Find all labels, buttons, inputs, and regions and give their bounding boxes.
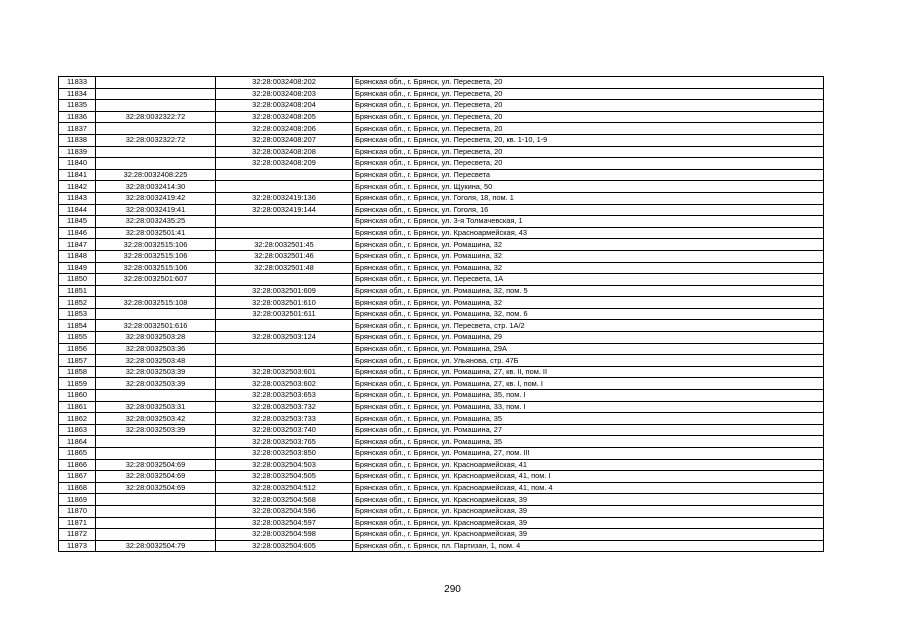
parent-cadastral-number-cell: 32:28:0032503:39 xyxy=(96,366,216,378)
cadastral-number-cell: 32:28:0032504:568 xyxy=(216,494,353,506)
table-row xyxy=(59,204,824,216)
cadastral-number-cell: 32:28:0032504:505 xyxy=(216,471,353,483)
address-cell: Брянская обл., г. Брянск, ул. Пересвета, 20 xyxy=(353,77,824,89)
parent-cadastral-number-cell: 32:28:0032408:225 xyxy=(96,169,216,181)
row-number-cell: 11835 xyxy=(59,100,96,112)
address-cell: Брянская обл., г. Брянск, ул. Пересвета, 20 xyxy=(353,158,824,170)
cadastral-table xyxy=(58,76,824,552)
cadastral-number-cell: 32:28:0032503:732 xyxy=(216,401,353,413)
table-row xyxy=(59,517,824,529)
table-row xyxy=(59,413,824,425)
row-number-cell: 11854 xyxy=(59,320,96,332)
address-cell: Брянская обл., г. Брянск, ул. Гоголя, 18, пом. 1 xyxy=(353,192,824,204)
table-row xyxy=(59,401,824,413)
address-cell: Брянская обл., г. Брянск, ул. Красноармейская, 41 xyxy=(353,459,824,471)
row-number-cell: 11839 xyxy=(59,146,96,158)
table-row xyxy=(59,436,824,448)
table-row xyxy=(59,250,824,262)
row-number-cell: 11847 xyxy=(59,239,96,251)
parent-cadastral-number-cell xyxy=(96,123,216,135)
parent-cadastral-number-cell: 32:28:0032419:42 xyxy=(96,192,216,204)
table-row xyxy=(59,216,824,228)
address-cell: Брянская обл., г. Брянск, ул. Ромашина, 32, пом. 5 xyxy=(353,285,824,297)
parent-cadastral-number-cell: 32:28:0032503:36 xyxy=(96,343,216,355)
table-row xyxy=(59,262,824,274)
cadastral-number-cell xyxy=(216,274,353,286)
row-number-cell: 11850 xyxy=(59,274,96,286)
address-cell: Брянская обл., г. Брянск, ул. Ромашина, 32 xyxy=(353,239,824,251)
row-number-cell: 11866 xyxy=(59,459,96,471)
address-cell: Брянская обл., г. Брянск, ул. Ромашина, 27 xyxy=(353,424,824,436)
parent-cadastral-number-cell: 32:28:0032501:616 xyxy=(96,320,216,332)
parent-cadastral-number-cell xyxy=(96,308,216,320)
address-cell: Брянская обл., г. Брянск, ул. Ромашина, 27, кв. I, пом. I xyxy=(353,378,824,390)
cadastral-number-cell: 32:28:0032503:601 xyxy=(216,366,353,378)
parent-cadastral-number-cell xyxy=(96,158,216,170)
address-cell: Брянская обл., г. Брянск, ул. Красноармейская, 43 xyxy=(353,227,824,239)
parent-cadastral-number-cell xyxy=(96,505,216,517)
table-row xyxy=(59,366,824,378)
row-number-cell: 11858 xyxy=(59,366,96,378)
table-row xyxy=(59,424,824,436)
table-row xyxy=(59,181,824,193)
row-number-cell: 11862 xyxy=(59,413,96,425)
cadastral-number-cell xyxy=(216,355,353,367)
cadastral-number-cell: 32:28:0032408:205 xyxy=(216,111,353,123)
address-cell: Брянская обл., г. Брянск, ул. Красноармейская, 39 xyxy=(353,517,824,529)
row-number-cell: 11837 xyxy=(59,123,96,135)
cadastral-number-cell: 32:28:0032408:207 xyxy=(216,134,353,146)
table-row xyxy=(59,482,824,494)
table-row xyxy=(59,505,824,517)
row-number-cell: 11852 xyxy=(59,297,96,309)
parent-cadastral-number-cell: 32:28:0032503:39 xyxy=(96,424,216,436)
address-cell: Брянская обл., г. Брянск, ул. Ромашина, 33, пом. I xyxy=(353,401,824,413)
cadastral-table-body xyxy=(59,77,824,552)
cadastral-number-cell: 32:28:0032504:598 xyxy=(216,529,353,541)
table-row xyxy=(59,355,824,367)
parent-cadastral-number-cell: 32:28:0032515:106 xyxy=(96,239,216,251)
row-number-cell: 11853 xyxy=(59,308,96,320)
cadastral-number-cell: 32:28:0032408:204 xyxy=(216,100,353,112)
cadastral-number-cell xyxy=(216,320,353,332)
cadastral-number-cell: 32:28:0032408:206 xyxy=(216,123,353,135)
cadastral-number-cell xyxy=(216,227,353,239)
cadastral-number-cell: 32:28:0032503:740 xyxy=(216,424,353,436)
cadastral-number-cell: 32:28:0032504:512 xyxy=(216,482,353,494)
row-number-cell: 11833 xyxy=(59,77,96,89)
table-row xyxy=(59,77,824,89)
cadastral-number-cell: 32:28:0032501:46 xyxy=(216,250,353,262)
cadastral-number-cell xyxy=(216,181,353,193)
parent-cadastral-number-cell xyxy=(96,390,216,402)
table-row xyxy=(59,494,824,506)
row-number-cell: 11869 xyxy=(59,494,96,506)
row-number-cell: 11841 xyxy=(59,169,96,181)
address-cell: Брянская обл., г. Брянск, ул. Пересвета, 20 xyxy=(353,100,824,112)
cadastral-number-cell xyxy=(216,169,353,181)
cadastral-number-cell: 32:28:0032408:202 xyxy=(216,77,353,89)
parent-cadastral-number-cell: 32:28:0032322:72 xyxy=(96,134,216,146)
parent-cadastral-number-cell xyxy=(96,517,216,529)
parent-cadastral-number-cell: 32:28:0032515:106 xyxy=(96,250,216,262)
address-cell: Брянская обл., г. Брянск, ул. Ромашина, 27, пом. III xyxy=(353,448,824,460)
cadastral-number-cell: 32:28:0032501:45 xyxy=(216,239,353,251)
cadastral-number-cell: 32:28:0032501:611 xyxy=(216,308,353,320)
row-number-cell: 11863 xyxy=(59,424,96,436)
parent-cadastral-number-cell: 32:28:0032504:69 xyxy=(96,482,216,494)
address-cell: Брянская обл., г. Брянск, ул. Гоголя, 16 xyxy=(353,204,824,216)
parent-cadastral-number-cell: 32:28:0032503:31 xyxy=(96,401,216,413)
parent-cadastral-number-cell xyxy=(96,436,216,448)
table-row xyxy=(59,459,824,471)
address-cell: Брянская обл., г. Брянск, ул. Ульянова, стр. 47Б xyxy=(353,355,824,367)
parent-cadastral-number-cell: 32:28:0032419:41 xyxy=(96,204,216,216)
address-cell: Брянская обл., г. Брянск, ул. Ромашина, 29 xyxy=(353,332,824,344)
row-number-cell: 11867 xyxy=(59,471,96,483)
table-row xyxy=(59,123,824,135)
address-cell: Брянская обл., г. Брянск, ул. 3-я Толмачевская, 1 xyxy=(353,216,824,228)
address-cell: Брянская обл., г. Брянск, ул. Пересвета, 20, кв. 1-10, 1-9 xyxy=(353,134,824,146)
table-row xyxy=(59,390,824,402)
row-number-cell: 11868 xyxy=(59,482,96,494)
table-row xyxy=(59,169,824,181)
table-row xyxy=(59,378,824,390)
row-number-cell: 11842 xyxy=(59,181,96,193)
address-cell: Брянская обл., г. Брянск, ул. Пересвета, 20 xyxy=(353,111,824,123)
address-cell: Брянская обл., г. Брянск, ул. Ромашина, 35, пом. I xyxy=(353,390,824,402)
cadastral-number-cell: 32:28:0032501:610 xyxy=(216,297,353,309)
address-cell: Брянская обл., г. Брянск, ул. Пересвета xyxy=(353,169,824,181)
table-row xyxy=(59,274,824,286)
address-cell: Брянская обл., г. Брянск, ул. Пересвета, 20 xyxy=(353,123,824,135)
address-cell: Брянская обл., г. Брянск, ул. Ромашина, 29А xyxy=(353,343,824,355)
parent-cadastral-number-cell: 32:28:0032503:42 xyxy=(96,413,216,425)
cadastral-number-cell: 32:28:0032419:136 xyxy=(216,192,353,204)
table-row xyxy=(59,192,824,204)
address-cell: Брянская обл., г. Брянск, ул. Пересвета, 20 xyxy=(353,88,824,100)
parent-cadastral-number-cell: 32:28:0032504:69 xyxy=(96,459,216,471)
row-number-cell: 11873 xyxy=(59,540,96,552)
table-row xyxy=(59,285,824,297)
parent-cadastral-number-cell xyxy=(96,88,216,100)
row-number-cell: 11855 xyxy=(59,332,96,344)
cadastral-number-cell: 32:28:0032504:596 xyxy=(216,505,353,517)
address-cell: Брянская обл., г. Брянск, ул. Красноармейская, 39 xyxy=(353,505,824,517)
page-number: 290 xyxy=(444,584,461,595)
address-cell: Брянская обл., г. Брянск, ул. Ромашина, 32 xyxy=(353,262,824,274)
address-cell: Брянская обл., г. Брянск, ул. Красноармейская, 39 xyxy=(353,529,824,541)
parent-cadastral-number-cell xyxy=(96,448,216,460)
row-number-cell: 11844 xyxy=(59,204,96,216)
cadastral-number-cell: 32:28:0032419:144 xyxy=(216,204,353,216)
row-number-cell: 11856 xyxy=(59,343,96,355)
parent-cadastral-number-cell xyxy=(96,146,216,158)
table-row xyxy=(59,332,824,344)
row-number-cell: 11848 xyxy=(59,250,96,262)
table-row xyxy=(59,111,824,123)
table-row xyxy=(59,308,824,320)
address-cell: Брянская обл., г. Брянск, ул. Пересвета, 20 xyxy=(353,146,824,158)
table-row xyxy=(59,448,824,460)
table-row xyxy=(59,471,824,483)
table-row xyxy=(59,134,824,146)
row-number-cell: 11859 xyxy=(59,378,96,390)
parent-cadastral-number-cell xyxy=(96,100,216,112)
row-number-cell: 11845 xyxy=(59,216,96,228)
address-cell: Брянская обл., г. Брянск, ул. Ромашина, 32, пом. 6 xyxy=(353,308,824,320)
row-number-cell: 11840 xyxy=(59,158,96,170)
address-cell: Брянская обл., г. Брянск, пл. Партизан, 1, пом. 4 xyxy=(353,540,824,552)
address-cell: Брянская обл., г. Брянск, ул. Красноармейская, 41, пом. I xyxy=(353,471,824,483)
parent-cadastral-number-cell: 32:28:0032501:41 xyxy=(96,227,216,239)
cadastral-number-cell: 32:28:0032504:597 xyxy=(216,517,353,529)
row-number-cell: 11864 xyxy=(59,436,96,448)
address-cell: Брянская обл., г. Брянск, ул. Пересвета, 1А xyxy=(353,274,824,286)
parent-cadastral-number-cell: 32:28:0032515:108 xyxy=(96,297,216,309)
table-row xyxy=(59,227,824,239)
table-row xyxy=(59,540,824,552)
parent-cadastral-number-cell: 32:28:0032504:79 xyxy=(96,540,216,552)
row-number-cell: 11836 xyxy=(59,111,96,123)
parent-cadastral-number-cell xyxy=(96,77,216,89)
row-number-cell: 11834 xyxy=(59,88,96,100)
row-number-cell: 11870 xyxy=(59,505,96,517)
table-row xyxy=(59,343,824,355)
table-row xyxy=(59,146,824,158)
cadastral-number-cell: 32:28:0032503:653 xyxy=(216,390,353,402)
cadastral-number-cell xyxy=(216,216,353,228)
row-number-cell: 11860 xyxy=(59,390,96,402)
parent-cadastral-number-cell: 32:28:0032414:30 xyxy=(96,181,216,193)
row-number-cell: 11871 xyxy=(59,517,96,529)
table-row xyxy=(59,320,824,332)
row-number-cell: 11851 xyxy=(59,285,96,297)
parent-cadastral-number-cell xyxy=(96,494,216,506)
table-row xyxy=(59,529,824,541)
address-cell: Брянская обл., г. Брянск, ул. Ромашина, 27, кв. II, пом. II xyxy=(353,366,824,378)
cadastral-number-cell: 32:28:0032408:208 xyxy=(216,146,353,158)
cadastral-number-cell: 32:28:0032503:124 xyxy=(216,332,353,344)
table-row xyxy=(59,239,824,251)
row-number-cell: 11861 xyxy=(59,401,96,413)
parent-cadastral-number-cell xyxy=(96,529,216,541)
cadastral-number-cell: 32:28:0032501:48 xyxy=(216,262,353,274)
address-cell: Брянская обл., г. Брянск, ул. Ромашина, 32 xyxy=(353,250,824,262)
cadastral-number-cell: 32:28:0032504:503 xyxy=(216,459,353,471)
row-number-cell: 11849 xyxy=(59,262,96,274)
address-cell: Брянская обл., г. Брянск, ул. Пересвета, стр. 1А/2 xyxy=(353,320,824,332)
parent-cadastral-number-cell: 32:28:0032504:69 xyxy=(96,471,216,483)
parent-cadastral-number-cell: 32:28:0032501:607 xyxy=(96,274,216,286)
cadastral-number-cell: 32:28:0032504:605 xyxy=(216,540,353,552)
row-number-cell: 11846 xyxy=(59,227,96,239)
row-number-cell: 11838 xyxy=(59,134,96,146)
cadastral-number-cell: 32:28:0032503:850 xyxy=(216,448,353,460)
address-cell: Брянская обл., г. Брянск, ул. Ромашина, 35 xyxy=(353,413,824,425)
address-cell: Брянская обл., г. Брянск, ул. Красноармейская, 39 xyxy=(353,494,824,506)
row-number-cell: 11872 xyxy=(59,529,96,541)
cadastral-number-cell: 32:28:0032503:733 xyxy=(216,413,353,425)
table-row xyxy=(59,88,824,100)
parent-cadastral-number-cell: 32:28:0032503:48 xyxy=(96,355,216,367)
parent-cadastral-number-cell: 32:28:0032503:28 xyxy=(96,332,216,344)
address-cell: Брянская обл., г. Брянск, ул. Щукина, 50 xyxy=(353,181,824,193)
cadastral-number-cell: 32:28:0032503:602 xyxy=(216,378,353,390)
row-number-cell: 11865 xyxy=(59,448,96,460)
cadastral-number-cell: 32:28:0032408:203 xyxy=(216,88,353,100)
row-number-cell: 11857 xyxy=(59,355,96,367)
parent-cadastral-number-cell: 32:28:0032435:25 xyxy=(96,216,216,228)
address-cell: Брянская обл., г. Брянск, ул. Ромашина, 35 xyxy=(353,436,824,448)
parent-cadastral-number-cell: 32:28:0032503:39 xyxy=(96,378,216,390)
cadastral-number-cell: 32:28:0032408:209 xyxy=(216,158,353,170)
table-row xyxy=(59,158,824,170)
parent-cadastral-number-cell: 32:28:0032515:106 xyxy=(96,262,216,274)
parent-cadastral-number-cell xyxy=(96,285,216,297)
table-row xyxy=(59,100,824,112)
address-cell: Брянская обл., г. Брянск, ул. Красноармейская, 41, пом. 4 xyxy=(353,482,824,494)
row-number-cell: 11843 xyxy=(59,192,96,204)
table-row xyxy=(59,297,824,309)
parent-cadastral-number-cell: 32:28:0032322:72 xyxy=(96,111,216,123)
cadastral-number-cell: 32:28:0032503:765 xyxy=(216,436,353,448)
cadastral-number-cell: 32:28:0032501:609 xyxy=(216,285,353,297)
address-cell: Брянская обл., г. Брянск, ул. Ромашина, 32 xyxy=(353,297,824,309)
cadastral-number-cell xyxy=(216,343,353,355)
